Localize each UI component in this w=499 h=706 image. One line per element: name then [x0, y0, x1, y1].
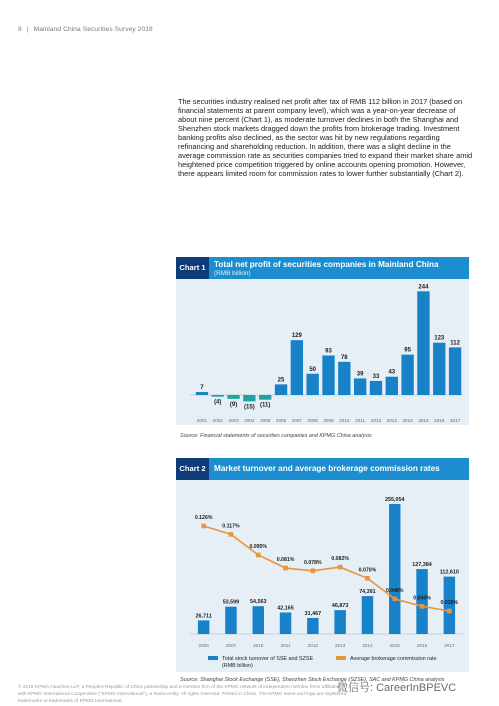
chart2-rate-label: 0.070%: [358, 567, 377, 574]
chart2-bar-label: 26,711: [195, 613, 212, 620]
chart2-rate-marker: [338, 565, 343, 570]
chart1-bar: [449, 347, 461, 395]
chart1-x-tick: 2013: [386, 418, 397, 423]
chart1-panel: [176, 257, 469, 425]
chart2-bar-label: 31,467: [304, 610, 322, 617]
chart1-x-tick: 2004: [244, 418, 255, 423]
chart1-x-tick: 2003: [228, 418, 239, 423]
chart2-x-tick: 2006: [198, 643, 209, 648]
chart1-x-tick: 2010: [339, 418, 350, 423]
chart2-bar: [225, 607, 236, 634]
legend-line-swatch: [336, 656, 346, 660]
chart2-x-tick: 2014: [362, 643, 373, 648]
chart2-bar-label: 74,391: [359, 589, 376, 596]
chart1-bar: [433, 343, 445, 395]
chart1-value-label: (4): [214, 399, 222, 406]
chart1-value-label: 95: [404, 347, 411, 354]
chart1-x-tick: 2011: [355, 418, 366, 423]
chart1-subtitle: (RMB billion): [214, 270, 251, 277]
chart2-rate-marker: [365, 576, 370, 581]
chart2-rate-label: 0.117%: [222, 523, 240, 530]
footer-copyright: © 2018 KPMG Huazhen LLP, a People's Republic of China partnership and a member firm of the KPMG network of independent member firms affiliated with KPMG International Cooperative ("KPMG International"), a Swiss entity. All rights reserved. Printed in China. The KPMG name and logo are registered trademarks or trademarks of KPMG International.: [18, 685, 347, 704]
chart2-bar-label: 46,873: [331, 603, 349, 610]
chart2-rate-label: 0.081%: [276, 557, 295, 564]
chart1-value-label: (9): [229, 401, 238, 408]
chart1-bar: [259, 395, 271, 400]
chart1-x-tick: 2016: [434, 418, 445, 423]
chart2-rate-marker: [283, 566, 288, 571]
chart1-value-label: 43: [388, 369, 396, 376]
chart1-value-label: 129: [291, 333, 302, 340]
chart1-value-label: 112: [450, 340, 460, 347]
chart1-x-tick: 2007: [291, 418, 302, 423]
chart1-bar: [401, 355, 413, 395]
chart1-x-tick: 2006: [275, 418, 287, 423]
chart1-x-tick: 2012: [370, 418, 382, 423]
chart2-x-tick: 2013: [335, 643, 346, 648]
chart2-title: Market turnover and average brokerage commission rates: [214, 464, 440, 473]
chart2-tag: Chart 2: [176, 458, 209, 480]
chart2-bar-label: 53,599: [222, 599, 240, 606]
chart1-x-tick: 2002: [212, 418, 223, 423]
chart1-bar: [338, 362, 350, 395]
chart1-value-label: 33: [372, 373, 380, 380]
chart2-rate-label: 0.095%: [249, 543, 268, 550]
chart1-bar: [291, 340, 303, 395]
body-paragraph: The securities industry realised net profit after tax of RMB 112 billion in 2017 (based on financial statements at parent company level), which was a year-on-year decrease of about nine percent (Chart 1), as moderate turnover declines in both the Shanghai and Shenzhen stock markets dragged down the profits from brokerage trading. Investment banking profits also declined, as the sector was hit by new regulations regarding refinancing and shareholding reduction. In addition, there was a slight decline in the average commission rate as securities companies tried to expand their market share amid heightened price competition triggered by online accounts opening promotion. However, there appears limited room for commission rates to lower further substantially (Chart 2).: [178, 97, 473, 179]
chart1-title: Total net profit of securities companies in Mainland China: [214, 260, 439, 269]
chart2-header: [176, 458, 469, 480]
chart2-bar: [198, 620, 209, 634]
legend-bar-unit: (RMB billion): [222, 663, 253, 669]
chart2-x-tick: 2012: [307, 643, 318, 648]
chart2-bar: [416, 569, 427, 634]
chart1-bar: [354, 378, 366, 395]
chart1-value-label: 39: [356, 371, 364, 378]
chart1-x-tick: 2001: [196, 418, 208, 423]
chart2-bar-label: 255,054: [385, 497, 405, 503]
chart2-x-tick: 2017: [444, 643, 455, 648]
chart1-header: [176, 257, 469, 279]
wechat-watermark: 微信号: CareerInBPEVC: [337, 682, 457, 694]
chart2-rate-label: 0.126%: [194, 515, 213, 521]
document-title: Mainland China Securities Survey 2018: [33, 26, 153, 33]
chart1-tag: Chart 1: [176, 257, 209, 279]
chart1-value-label: 78: [340, 354, 348, 361]
chart2-bar: [334, 610, 345, 634]
chart2-bar: [280, 613, 291, 634]
chart2-bar: [253, 606, 264, 634]
chart2-rate-marker: [447, 609, 452, 614]
chart1-value-label: 244: [418, 284, 429, 291]
chart2-bar-label: 54,563: [250, 599, 267, 606]
chart2-x-tick: 2010: [253, 643, 264, 648]
chart1-x-tick: 2014: [402, 418, 413, 423]
chart1-bar: [275, 384, 287, 395]
chart1-value-label: (15): [244, 404, 255, 411]
chart2-x-tick: 2011: [280, 643, 291, 648]
page-header: [18, 26, 153, 33]
chart2-rate-marker: [256, 553, 261, 558]
chart1-x-tick: 2005: [260, 418, 271, 423]
chart2-x-tick: 2007: [225, 643, 237, 648]
chart1-value-label: 123: [434, 335, 445, 342]
chart2-x-tick: 2015: [389, 643, 400, 648]
chart2-source: Source: Shanghai Stock Exchange (SSE), Shenzhen Stock Exchange (SZSE), SAC and KPMG China analysis: [180, 677, 445, 683]
chart2-rate-label: 0.048%: [385, 587, 404, 594]
legend-bar-label: Total stock turnover of SSE and SZSE: [222, 656, 314, 662]
chart2-plot: [176, 480, 469, 672]
chart2-bar-label: 127,384: [412, 562, 432, 569]
chart1-value-label: 93: [325, 348, 332, 355]
chart1-bar: [212, 395, 224, 397]
chart1-x-tick: 2017: [449, 418, 461, 423]
chart1-value-label: (11): [260, 402, 271, 409]
chart1-source: Source: Financial statements of securities companies and KPMG China analysis: [180, 433, 372, 439]
chart1-bar: [243, 395, 255, 401]
chart1-bar: [417, 291, 429, 395]
chart1-plot: [176, 279, 469, 425]
chart1-x-tick: 2008: [307, 418, 318, 423]
chart2-bar: [362, 596, 373, 634]
chart2-rate-label: 0.040%: [413, 595, 431, 602]
chart1-x-tick: 2009: [323, 418, 334, 423]
chart2-bar: [307, 618, 318, 634]
chart2-x-tick: 2016: [416, 643, 428, 648]
chart1-value-label: 25: [277, 377, 285, 384]
legend-bar-swatch: [208, 656, 218, 660]
chart2-panel: [176, 458, 469, 672]
chart1-bar: [370, 381, 382, 395]
chart2-rate-label: 0.035%: [440, 600, 459, 606]
chart2-rate-marker: [311, 569, 316, 574]
chart1-bar: [196, 392, 208, 395]
chart1-x-tick: 2015: [418, 418, 429, 423]
chart2-bar-label: 112,610: [439, 569, 459, 576]
chart1-value-label: 50: [309, 366, 317, 373]
chart1-value-label: 7: [200, 385, 204, 392]
chart2-rate-marker: [201, 524, 206, 529]
chart2-rate-label: 0.082%: [331, 556, 349, 563]
chart1-bar: [227, 395, 239, 399]
chart2-bar: [389, 504, 400, 634]
chart1-bar: [322, 355, 334, 395]
chart2-rate-marker: [392, 597, 397, 602]
chart2-rate-marker: [420, 604, 425, 609]
chart1-bar: [386, 377, 398, 395]
chart2-rate-label: 0.078%: [304, 559, 322, 566]
chart2-bar-label: 42,165: [277, 605, 294, 612]
chart1-bar: [307, 374, 319, 395]
legend-line-label: Average brokerage commission rate: [350, 656, 437, 662]
chart2-rate-marker: [229, 532, 234, 537]
header-separator: |: [26, 26, 29, 33]
page-number: 8: [18, 26, 22, 33]
